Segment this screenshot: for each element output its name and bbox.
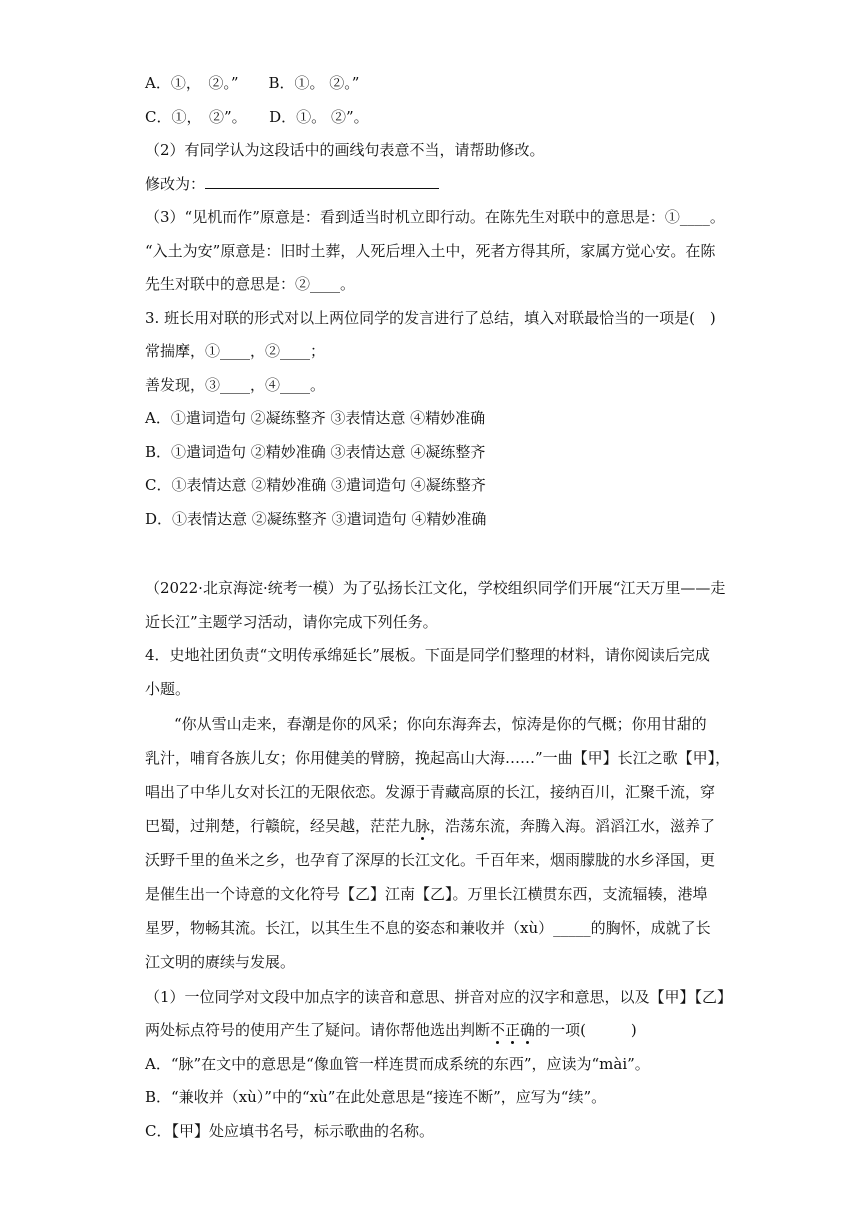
q2-sub2-fix (145, 174, 439, 194)
q3-couplet-1: 常揣摩，①____，②____； (145, 342, 326, 360)
q4-option-a: A．“脉”在文中的意思是“像血管一样连贯而成系统的东西”，应读为“mài”。 (145, 1055, 650, 1073)
dotted-character: 脉 (415, 817, 431, 835)
q2-sub3-line3: 先生对联中的意思是：②____。 (145, 275, 356, 293)
q3-option-a: A．①遣词造句 ②凝练整齐 ③表情达意 ④精妙准确 (145, 409, 486, 427)
passage-line-2: 乳汁，哺育各族儿女；你用健美的臂膀，挽起高山大海……”一曲【甲】长江之歌【甲】， (145, 749, 731, 767)
passage-text: ，浩荡东流，奔腾入海。滔滔江水，滋养了 (430, 817, 716, 835)
q3-option-c: C．①表情达意 ②精妙准确 ③遣词造句 ④凝练整齐 (145, 476, 486, 494)
q3-stem: 3. 班长用对联的形式对以上两位同学的发言进行了总结，填入对联最恰当的一项是( ) (145, 309, 716, 327)
q3-couplet-2: 善发现，③____，④____。 (145, 376, 326, 394)
dotted-emphasis: 不正确 (490, 1021, 536, 1039)
intro-line-2: 近长江”主题学习活动，请你完成下列任务。 (145, 613, 438, 631)
q4-sub1-line-2 (145, 1020, 637, 1040)
q2-option-ab: A．①， ②。” B．①。 ②。” (145, 74, 360, 92)
passage-line-1: “你从雪山走来，春潮是你的风采；你向东海奔去，惊涛是你的气概；你用甘甜的 (174, 715, 707, 733)
answer-blank[interactable] (205, 174, 439, 189)
q2-sub2-prompt: （2）有同学认为这段话中的画线句表意不当，请帮助修改。 (145, 141, 545, 159)
q3-option-b: B．①遣词造句 ②精妙准确 ③表情达意 ④凝练整齐 (145, 443, 486, 461)
passage-line-6: 是催生出一个诗意的文化符号【乙】江南【乙】。万里长江横贯东西，支流辐辏，港埠 (145, 885, 708, 903)
q3-option-d: D．①表情达意 ②凝练整齐 ③遣词造句 ④精妙准确 (145, 510, 487, 528)
q4-option-c: C．【甲】处应填书名号，标示歌曲的名称。 (145, 1122, 434, 1140)
q4-sub1-line-1: （1）一位同学对文段中加点字的读音和意思、拼音对应的汉字和意思，以及【甲】【乙】 (145, 988, 733, 1006)
passage-line-5: 沃野千里的鱼米之乡，也孕育了深厚的长江文化。千百年来，烟雨朦胧的水乡泽国，更 (145, 851, 716, 869)
q2-sub3-line2: “入土为安”原意是：旧时土葬，人死后埋入土中，死者方得其所，家属方觉心安。在陈 (145, 242, 716, 260)
q4-stem-line-1: 4．史地社团负责“文明传承绵延长”展板。下面是同学们整理的材料，请你阅读后完成 (145, 646, 710, 664)
passage-line-3: 唱出了中华儿女对长江的无限依恋。发源于青藏高原的长江，接纳百川，汇聚千流，穿 (145, 783, 716, 801)
q2-option-cd: C．①， ②”。 D．①。 ②”。 (145, 108, 369, 126)
prompt-text: 的一项( ) (535, 1021, 637, 1039)
prompt-text: 两处标点符号的使用产生了疑问。请你帮他选出判断 (145, 1021, 491, 1039)
passage-text: 巴蜀，过荆楚，行赣皖，经吴越，茫茫九 (145, 817, 416, 835)
passage-line-8: 江文明的赓续与发展。 (145, 953, 296, 971)
q4-stem-line-2: 小题。 (145, 680, 191, 698)
q4-option-b: B．“兼收并（xù）”中的“xù”在此处意思是“接连不断”，应写为“续”。 (145, 1088, 607, 1106)
passage-line-4 (145, 816, 715, 836)
passage-line-7: 星罗，物畅其流。长江，以其生生不息的姿态和兼收并（xù）_____的胸怀，成就了长 (145, 919, 711, 937)
fix-label: 修改为： (145, 175, 206, 193)
intro-line-1: （2022·北京海淀·统考一模）为了弘扬长江文化，学校组织同学们开展“江天万里——走 (145, 579, 726, 597)
q2-sub3-line1: （3）“见机而作”原意是：看到适当时机立即行动。在陈先生对联中的意思是：①____。 (145, 208, 725, 226)
